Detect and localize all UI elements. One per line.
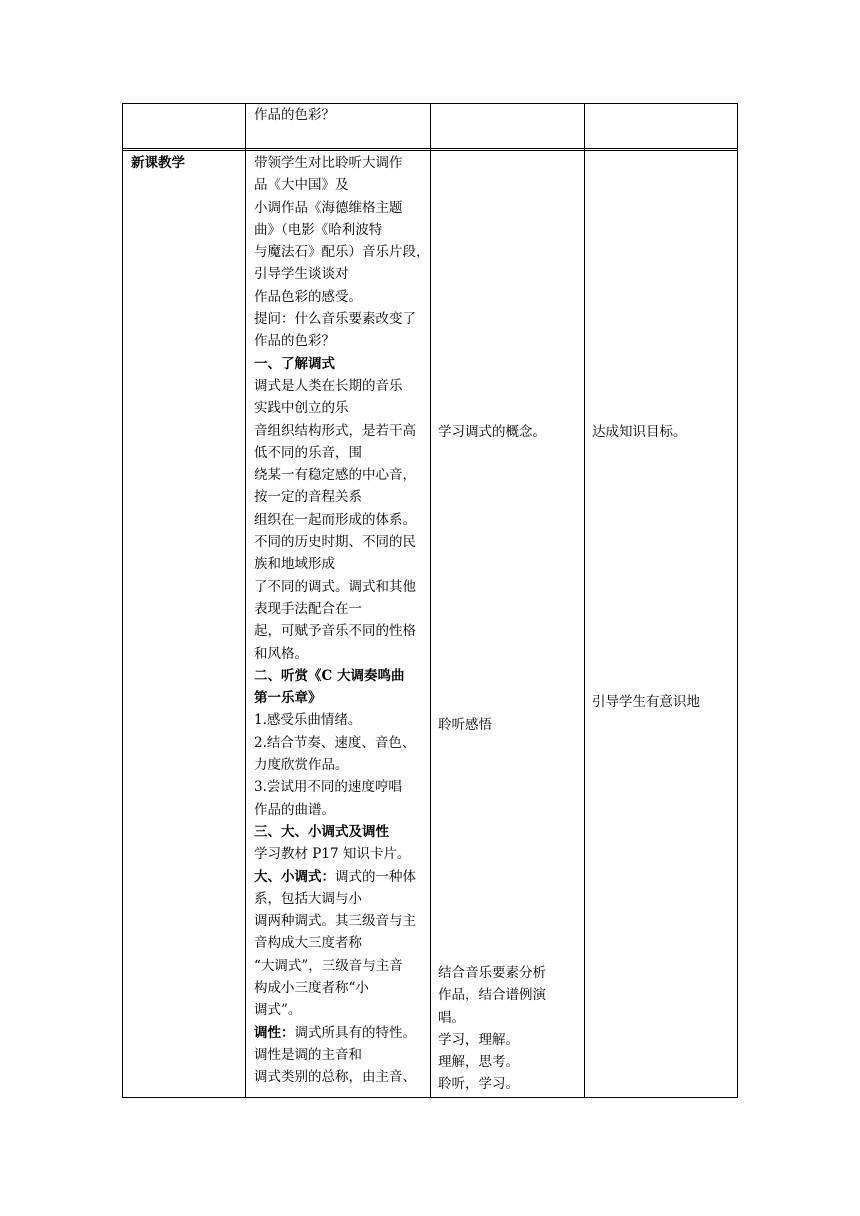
activity-line: 聆听，学习。 [438, 1076, 519, 1093]
table-column-divider [584, 103, 585, 1098]
content-line: 和风格。 [254, 645, 308, 662]
activity-line: 结合音乐要素分析 [438, 965, 546, 981]
activity-line: 理解，思考。 [438, 1054, 519, 1071]
stage-label: 新课教学 [131, 155, 185, 171]
student-activity-listen: 聆听感悟 [438, 717, 492, 733]
content-line: 小调作品《海德维格主题 [254, 199, 403, 216]
content-line [254, 1022, 426, 1044]
content-line: 调式类别的总称，由主音、 [254, 1069, 416, 1086]
term-definition: 调式的一种体 [335, 868, 416, 885]
content-line: 实践中创立的乐 [254, 400, 349, 417]
content-line: 作品的曲谱。 [254, 801, 335, 818]
term-definition: 调式所具有的特性。 [294, 1024, 416, 1041]
section-heading-line: 三、大、小调式及调性 [254, 823, 389, 840]
teaching-content-cell [254, 152, 430, 1088]
section-heading-line: 一、了解调式 [254, 355, 335, 372]
table-border-left [122, 103, 123, 1098]
design-intent-guide: 引导学生有意识地 [592, 694, 700, 710]
cell-text-line: 作品的色彩？ [254, 107, 335, 123]
content-line: 3.尝试用不同的速度哼唱 [254, 779, 402, 796]
table-border-right [737, 103, 738, 1098]
content-line: 构成小三度者称“小 [254, 979, 369, 996]
activity-line: 唱。 [438, 1009, 465, 1026]
table-column-divider [430, 103, 431, 1098]
content-line: 起，可赋予音乐不同的性格 [254, 623, 416, 640]
term-label: 调性： [254, 1024, 295, 1041]
content-line: 学习教材 P17 知识卡片。 [254, 846, 411, 863]
content-line: 作品的色彩？ [254, 333, 335, 350]
table-column-divider [245, 103, 246, 1098]
content-line: 调两种调式。其三级音与主 [254, 913, 416, 930]
content-line: 表现手法配合在一 [254, 600, 362, 617]
content-line: 调式”。 [254, 1002, 302, 1019]
content-line: 调性是调的主音和 [254, 1046, 362, 1063]
content-line: 力度欣赏作品。 [254, 757, 349, 774]
content-line: 绕某一有稳定感的中心音， [254, 467, 416, 484]
content-line: 族和地域形成 [254, 556, 335, 573]
content-line: 引导学生谈谈对 [254, 266, 349, 283]
content-line: 系，包括大调与小 [254, 890, 362, 907]
content-line: 1.感受乐曲情绪。 [254, 712, 362, 729]
content-line: 音组织结构形式，是若干高 [254, 422, 416, 439]
content-line: 低不同的乐音，围 [254, 444, 362, 461]
activity-line: 作品，结合谱例演 [438, 987, 546, 1004]
activity-line: 学习，理解。 [438, 1031, 519, 1048]
content-line: 2.结合节奏、速度、音色、 [254, 734, 416, 751]
content-line [254, 866, 426, 888]
student-activity-analysis [438, 962, 578, 1096]
content-line: 调式是人类在长期的音乐 [254, 377, 403, 394]
content-line: 曲》（电影《哈利波特 [254, 221, 383, 238]
term-label: 大、小调式： [254, 868, 335, 885]
content-line: 音构成大三度者称 [254, 935, 362, 952]
content-line: “大调式”，三级音与主音 [254, 957, 403, 974]
design-intent-knowledge: 达成知识目标。 [592, 424, 687, 440]
content-line: 提问：什么音乐要素改变了 [254, 311, 416, 328]
content-line: 了不同的调式。调式和其他 [254, 578, 416, 595]
content-line: 作品色彩的感受。 [254, 288, 362, 305]
top-row-content-cell [254, 104, 426, 126]
section-heading-line: 第一乐章》 [254, 690, 322, 707]
content-line: 组织在一起而形成的体系。 [254, 511, 416, 528]
content-line: 不同的历史时期、不同的民 [254, 534, 416, 551]
content-line: 与魔法石》配乐）音乐片段， [254, 244, 430, 261]
content-line: 按一定的音程关系 [254, 489, 362, 506]
content-line: 带领学生对比聆听大调作 [254, 155, 403, 171]
section-heading-line: 二、听赏《C 大调奏鸣曲 [254, 667, 405, 684]
student-activity-concept: 学习调式的概念。 [438, 424, 546, 440]
content-line: 品《大中国》及 [254, 177, 349, 194]
